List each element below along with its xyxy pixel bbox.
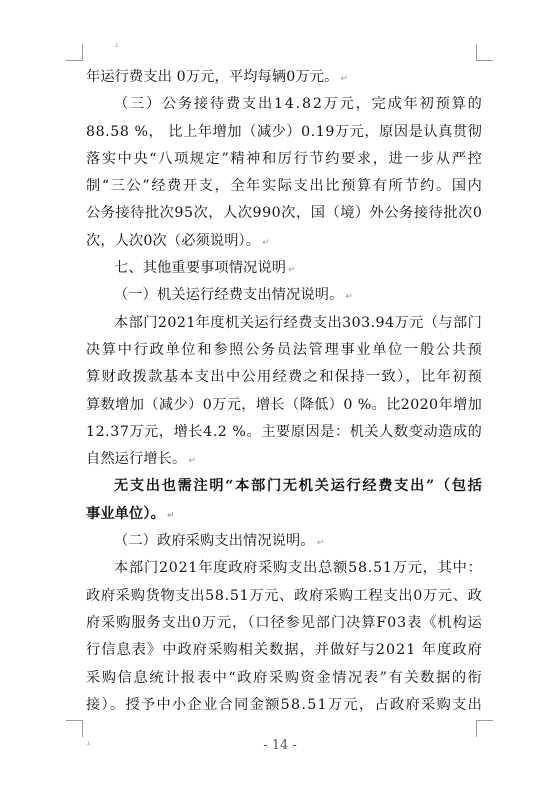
text-line	[86, 173, 482, 200]
text-line	[86, 583, 482, 610]
text-line	[86, 91, 482, 118]
text-line-content: 公务接待批次95次，人次990次，国（境）外公务接待批次0	[86, 205, 483, 222]
page-number: - 14 -	[263, 738, 297, 753]
text-line	[86, 555, 482, 582]
text-line-content: 政府采购货物支出58.51万元、政府采购工程支出0万元、政	[86, 587, 483, 604]
text-line	[86, 692, 482, 719]
text-line	[86, 228, 482, 255]
return-mark-icon: ↵	[345, 292, 354, 303]
return-mark-icon: ↵	[316, 538, 325, 549]
return-mark-icon: ↵	[262, 237, 270, 248]
paragraph-mark-icon: .ı	[86, 740, 90, 747]
text-line-content: 无支出也需注明“本部门无机关运行经费支出”（包括	[114, 478, 484, 495]
return-mark-icon: ↵	[340, 74, 349, 84]
text-line	[86, 64, 482, 91]
text-line-content: 算数增加（减少）0万元，增长（降低）0 %。比2020年增加	[86, 396, 483, 413]
text-line-content: 本部门2021年度机关运行经费支出303.94万元（与部门	[114, 314, 483, 331]
text-line	[86, 337, 482, 364]
text-line	[86, 146, 482, 173]
text-line-content: 12.37万元，增长4.2 %。主要原因是：机关人数变动造成的	[86, 423, 483, 440]
text-line	[86, 501, 482, 528]
crop-mark-bottom-left	[66, 720, 83, 737]
text-line-content: 88.58 %， 比上年增加（减少）0.19万元，原因是认真贯彻	[86, 123, 483, 140]
return-mark-icon: ↵	[188, 456, 197, 467]
text-line	[86, 473, 482, 500]
text-line	[86, 282, 482, 309]
text-line-content: （三）公务接待费支出14.82万元，完成年初预算的	[114, 96, 484, 113]
text-line-content: 行信息表》中政府采购相关数据，并做好与2021 年度政府	[86, 642, 483, 659]
text-line-content: 接）。授予中小企业合同金额58.51万元，占政府采购支出	[86, 696, 484, 713]
crop-mark-top-left	[66, 44, 83, 61]
paragraph-mark-icon: .ı	[114, 42, 118, 49]
text-line	[86, 528, 482, 555]
text-line	[86, 310, 482, 337]
text-line-content: 次，人次0次（必须说明）。	[86, 232, 261, 249]
text-line-content: 自然运行增长。	[86, 451, 187, 468]
text-line-content: 本部门2021年度政府采购支出总额58.51万元，其中：	[114, 560, 483, 577]
text-line	[86, 364, 482, 391]
text-line	[86, 610, 482, 637]
text-line	[86, 119, 482, 146]
text-line	[86, 255, 482, 282]
text-line-content: （二）政府采购支出情况说明。	[114, 533, 315, 550]
return-mark-icon: ↵	[166, 510, 175, 521]
text-line-content: 七、其他重要事项情况说明	[114, 260, 287, 277]
text-line-content: 事业单位）。	[86, 505, 165, 522]
text-line-content: 落实中央“八项规定”精神和厉行节约要求，进一步从严控	[86, 150, 484, 167]
text-line-content: 决算中行政单位和参照公务员法管理事业单位一般公共预	[86, 341, 484, 358]
return-mark-icon: ↵	[288, 265, 296, 276]
text-line-content: 制“三公”经费开支，全年实际支出比预算有所节约。国内	[86, 178, 484, 195]
text-line-content: 年运行费支出 0万元，平均每辆0万元。	[86, 69, 339, 85]
text-line	[86, 637, 482, 664]
text-line	[86, 665, 482, 692]
crop-mark-top-right	[476, 44, 493, 61]
document-body	[86, 64, 482, 719]
crop-mark-bottom-right	[476, 720, 493, 737]
text-line	[86, 419, 482, 446]
text-line-content: 算财政拨款基本支出中公用经费之和保持一致），比年初预	[86, 369, 484, 386]
text-line-content: （一）机关运行经费支出情况说明。	[114, 287, 344, 304]
text-line-content: 府采购服务支出0万元，（口径参见部门决算F03表《机构运	[86, 614, 483, 631]
text-line	[86, 392, 482, 419]
text-line	[86, 446, 482, 473]
text-line-content: 采购信息统计报表中“政府采购资金情况表”有关数据的衔	[86, 669, 484, 686]
text-line	[86, 200, 482, 227]
